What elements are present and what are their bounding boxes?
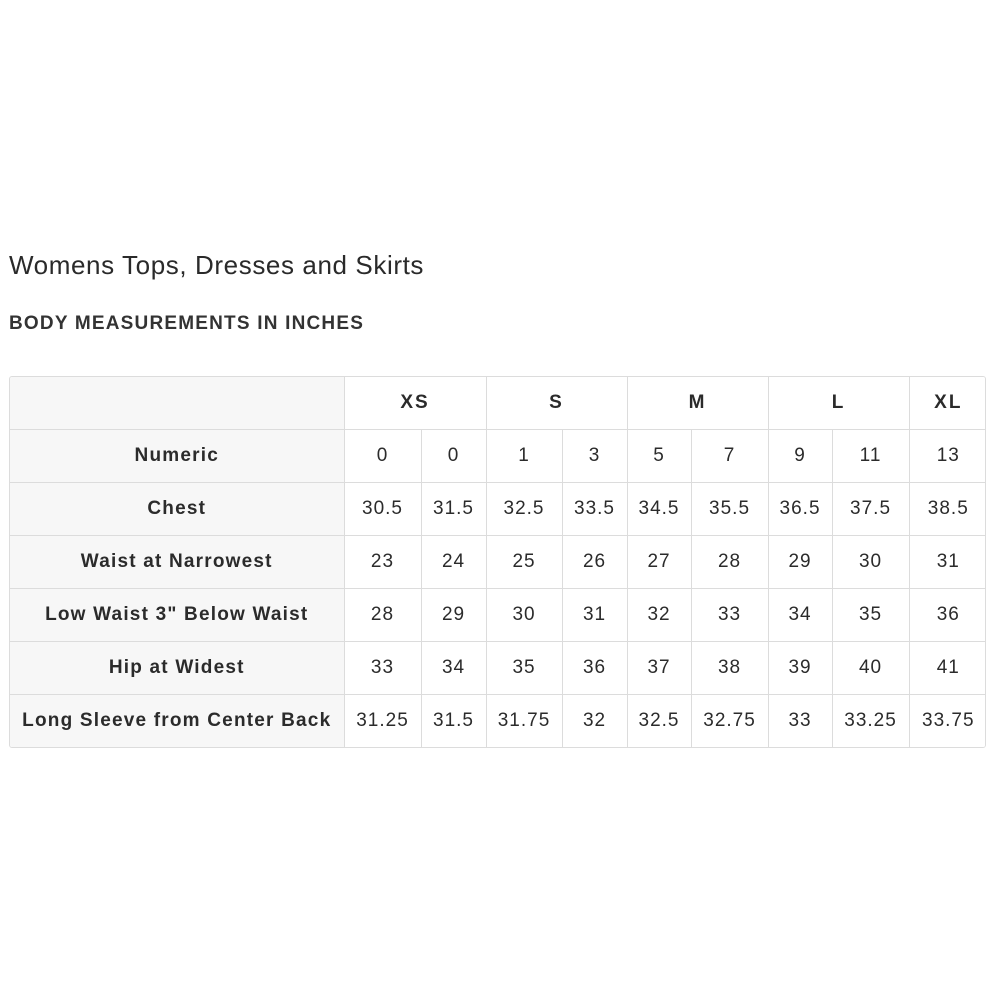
measurement-cell: 13 bbox=[909, 430, 986, 483]
measurement-cell: 31.25 bbox=[344, 695, 421, 748]
measurement-cell: 25 bbox=[486, 536, 562, 589]
size-header-m: M bbox=[627, 377, 768, 430]
measurement-cell: 35 bbox=[486, 642, 562, 695]
table-row bbox=[10, 483, 986, 536]
measurement-cell: 0 bbox=[344, 430, 421, 483]
measurement-cell: 1 bbox=[486, 430, 562, 483]
measurement-cell: 33.75 bbox=[909, 695, 986, 748]
measurement-cell: 30 bbox=[486, 589, 562, 642]
measurement-cell: 35 bbox=[832, 589, 909, 642]
measurement-cell: 37 bbox=[627, 642, 691, 695]
measurement-cell: 36 bbox=[562, 642, 627, 695]
row-label: Chest bbox=[10, 483, 344, 536]
measurement-cell: 33 bbox=[344, 642, 421, 695]
row-label: Waist at Narrowest bbox=[10, 536, 344, 589]
size-header-s: S bbox=[486, 377, 627, 430]
measurement-cell: 7 bbox=[691, 430, 768, 483]
measurement-cell: 31.5 bbox=[421, 695, 486, 748]
measurement-cell: 32 bbox=[627, 589, 691, 642]
table-row bbox=[10, 695, 986, 748]
measurement-cell: 32.5 bbox=[486, 483, 562, 536]
measurement-cell: 35.5 bbox=[691, 483, 768, 536]
measurement-cell: 41 bbox=[909, 642, 986, 695]
measurement-cell: 34 bbox=[768, 589, 832, 642]
table-subtitle: BODY MEASUREMENTS IN INCHES bbox=[9, 313, 365, 334]
page-title: Womens Tops, Dresses and Skirts bbox=[9, 250, 425, 280]
measurement-cell: 30.5 bbox=[344, 483, 421, 536]
measurement-cell: 34.5 bbox=[627, 483, 691, 536]
measurement-cell: 29 bbox=[421, 589, 486, 642]
row-label: Hip at Widest bbox=[10, 642, 344, 695]
measurement-cell: 24 bbox=[421, 536, 486, 589]
measurement-cell: 3 bbox=[562, 430, 627, 483]
measurement-cell: 36 bbox=[909, 589, 986, 642]
size-header-xl: XL bbox=[909, 377, 986, 430]
measurement-cell: 33.5 bbox=[562, 483, 627, 536]
measurement-cell: 33 bbox=[768, 695, 832, 748]
row-label: Low Waist 3" Below Waist bbox=[10, 589, 344, 642]
table-row bbox=[10, 642, 986, 695]
measurement-cell: 28 bbox=[691, 536, 768, 589]
measurement-cell: 31 bbox=[909, 536, 986, 589]
measurement-cell: 30 bbox=[832, 536, 909, 589]
size-header-l: L bbox=[768, 377, 909, 430]
measurement-cell: 9 bbox=[768, 430, 832, 483]
measurement-cell: 38 bbox=[691, 642, 768, 695]
measurement-cell: 32 bbox=[562, 695, 627, 748]
measurement-cell: 5 bbox=[627, 430, 691, 483]
measurement-cell: 11 bbox=[832, 430, 909, 483]
size-header-row bbox=[10, 377, 986, 430]
table-row bbox=[10, 536, 986, 589]
header-corner-cell bbox=[10, 377, 344, 430]
measurement-cell: 31 bbox=[562, 589, 627, 642]
measurement-cell: 31.5 bbox=[421, 483, 486, 536]
measurement-cell: 33 bbox=[691, 589, 768, 642]
measurement-cell: 29 bbox=[768, 536, 832, 589]
size-header-xs: XS bbox=[344, 377, 486, 430]
measurement-cell: 34 bbox=[421, 642, 486, 695]
table-row bbox=[10, 589, 986, 642]
measurement-cell: 40 bbox=[832, 642, 909, 695]
measurement-cell: 27 bbox=[627, 536, 691, 589]
measurement-cell: 28 bbox=[344, 589, 421, 642]
measurement-cell: 32.75 bbox=[691, 695, 768, 748]
measurement-cell: 31.75 bbox=[486, 695, 562, 748]
measurement-cell: 39 bbox=[768, 642, 832, 695]
measurement-cell: 36.5 bbox=[768, 483, 832, 536]
row-label: Long Sleeve from Center Back bbox=[10, 695, 344, 748]
measurement-cell: 32.5 bbox=[627, 695, 691, 748]
measurement-cell: 38.5 bbox=[909, 483, 986, 536]
measurement-cell: 0 bbox=[421, 430, 486, 483]
size-chart-table bbox=[9, 376, 986, 748]
measurement-cell: 26 bbox=[562, 536, 627, 589]
row-label: Numeric bbox=[10, 430, 344, 483]
table-row bbox=[10, 430, 986, 483]
measurement-cell: 37.5 bbox=[832, 483, 909, 536]
measurement-cell: 33.25 bbox=[832, 695, 909, 748]
measurement-cell: 23 bbox=[344, 536, 421, 589]
